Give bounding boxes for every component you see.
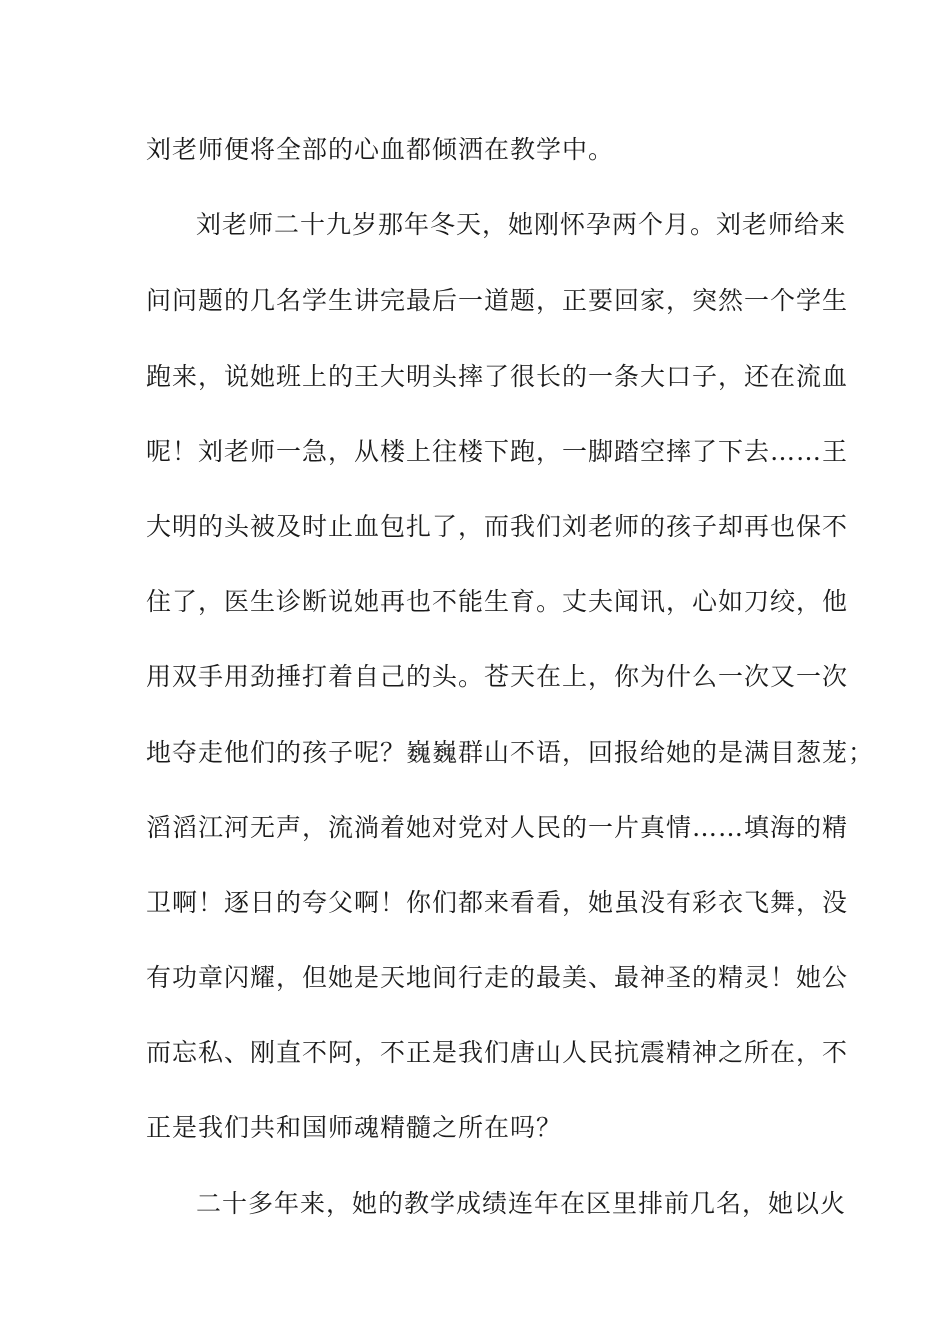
paragraph-first-line: 刘老师二十九岁那年冬天，她刚怀孕两个月。刘老师给来 [196, 210, 847, 239]
text-line: 有功章闪耀，但她是天地间行走的最美、最神圣的精灵！她公 [146, 963, 849, 992]
text-line: 而忘私、刚直不阿，不正是我们唐山人民抗震精神之所在，不 [146, 1038, 849, 1067]
text-line: 大明的头被及时止血包扎了，而我们刘老师的孩子却再也保不 [146, 512, 849, 541]
paragraph-first-line: 二十多年来，她的教学成绩连年在区里排前几名，她以火 [196, 1189, 847, 1218]
text-line: 用双手用劲捶打着自己的头。苍天在上，你为什么一次又一次 [146, 662, 849, 691]
text-line: 住了，医生诊断说她再也不能生育。丈夫闻讯，心如刀绞，他 [146, 587, 849, 616]
text-line: 问问题的几名学生讲完最后一道题，正要回家，突然一个学生 [146, 286, 849, 315]
text-line: 正是我们共和国师魂精髓之所在吗？ [146, 1113, 563, 1142]
text-line: 滔滔江河无声，流淌着她对党对人民的一片真情……填海的精 [146, 813, 849, 842]
text-line: 呢！刘老师一急，从楼上往楼下跑，一脚踏空摔了下去……王 [146, 437, 849, 466]
text-line: 卫啊！逐日的夸父啊！你们都来看看，她虽没有彩衣飞舞，没 [146, 888, 849, 917]
text-line: 跑来，说她班上的王大明头摔了很长的一条大口子，还在流血 [146, 362, 849, 391]
text-line: 刘老师便将全部的心血都倾洒在教学中。 [146, 135, 615, 164]
text-line: 地夺走他们的孩子呢？巍巍群山不语，回报给她的是满目葱茏； [146, 738, 875, 767]
